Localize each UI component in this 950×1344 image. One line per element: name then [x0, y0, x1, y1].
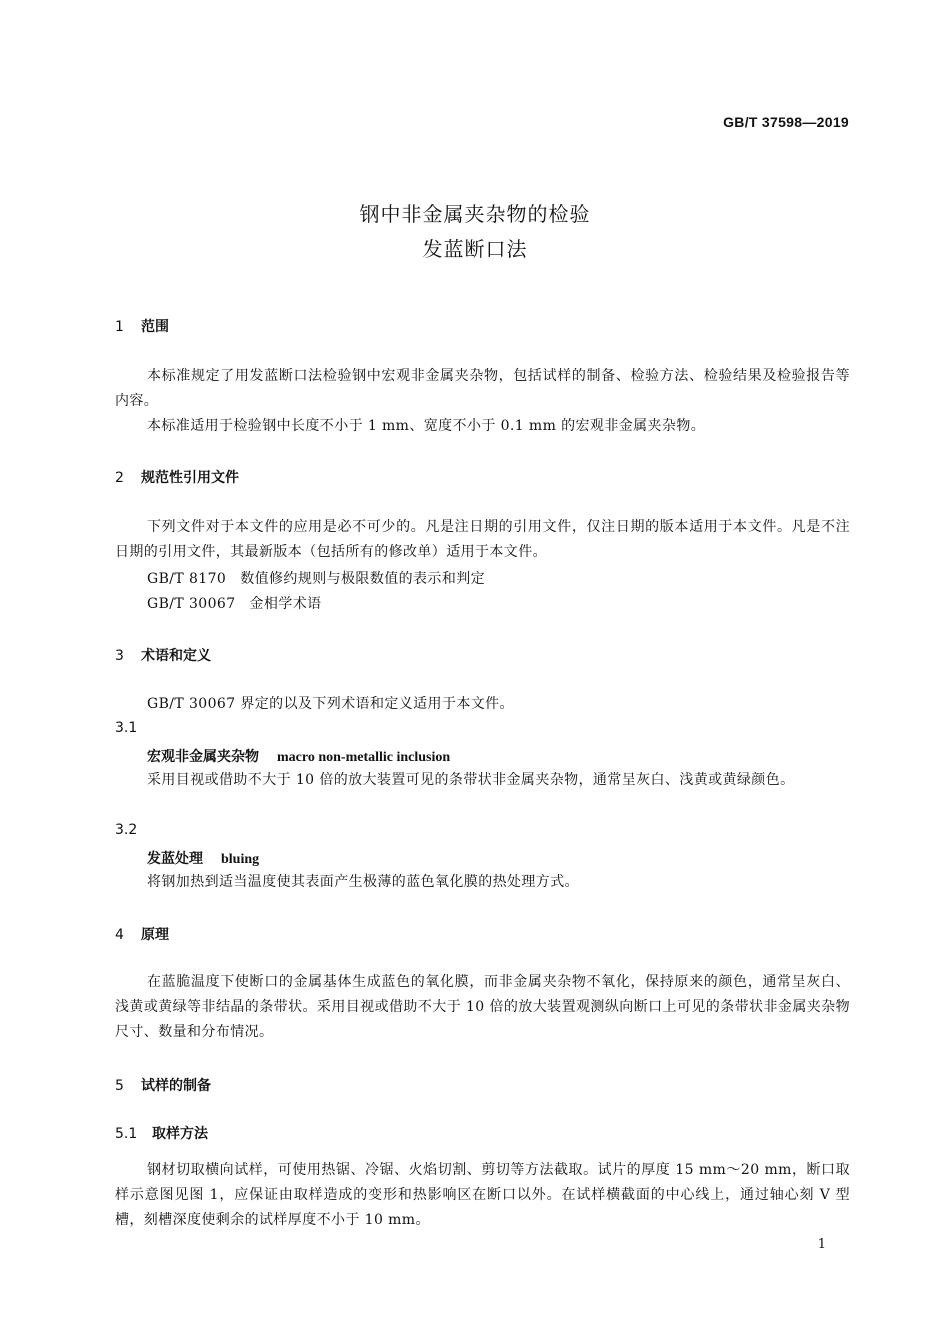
section-title: 原理: [141, 927, 169, 943]
subsection-number: 5.1: [115, 1126, 138, 1142]
section-4-paragraph-1: 在蓝脆温度下使断口的金属基体生成蓝色的氧化膜，而非金属夹杂物不氧化，保持原来的颜色，通常呈灰白、浅黄或黄绿等非结晶的条带状。采用目视或借助不大于 10 倍的放大装置观测纵向断口上可见的条带状非金属夹杂物尺寸、数量和分布情况。: [115, 974, 850, 1040]
term-3-2-definition: 将钢加热到适当温度使其表面产生极薄的蓝色氧化膜的热处理方式。: [147, 874, 579, 890]
section-number: 3: [115, 648, 124, 664]
section-1-paragraph-1: 本标准规定了用发蓝断口法检验钢中宏观非金属夹杂物，包括试样的制备、检验方法、检验结果及检验报告等内容。: [115, 368, 850, 409]
section-number: 5: [115, 1078, 124, 1094]
section-title: 范围: [141, 319, 169, 335]
reference-code: GB/T 8170: [147, 571, 227, 587]
subsection-title: 取样方法: [152, 1126, 208, 1142]
clause-3-2-number: 3.2: [115, 822, 138, 838]
section-2-paragraph-1: 下列文件对于本文件的应用是必不可少的。凡是注日期的引用文件，仅注日期的版本适用于本文件。凡是不注日期的引用文件，其最新版本（包括所有的修改单）适用于本文件。: [115, 519, 850, 560]
section-title: 规范性引用文件: [141, 470, 239, 486]
section-3-paragraph-1: GB/T 30067 界定的以及下列术语和定义适用于本文件。: [147, 696, 514, 712]
reference-title: 数值修约规则与极限数值的表示和判定: [240, 571, 486, 587]
subsection-5-1-heading: [115, 1123, 208, 1143]
section-4-heading: [115, 924, 169, 944]
normative-reference: [147, 593, 322, 613]
reference-code: GB/T 30067: [147, 596, 236, 612]
term-3-1-definition: 采用目视或借助不大于 10 倍的放大装置可见的条带状非金属夹杂物，通常呈灰白、浅黄或黄绿颜色。: [147, 772, 795, 788]
page-number: 1: [817, 1237, 826, 1252]
term-english: bluing: [221, 852, 260, 867]
section-3-heading: [115, 645, 211, 665]
reference-title: 金相学术语: [249, 596, 322, 612]
term-3-1: [147, 746, 450, 766]
section-2-heading: [115, 467, 239, 487]
section-number: 2: [115, 470, 124, 486]
section-number: 4: [115, 927, 124, 943]
section-title: 术语和定义: [141, 648, 211, 664]
section-5-heading: [115, 1075, 211, 1095]
document-title-line2: 发蓝断口法: [422, 237, 528, 261]
standard-number: GB/T 37598—2019: [723, 114, 849, 130]
section-1-heading: [115, 316, 169, 336]
section-number: 1: [115, 319, 124, 335]
normative-reference: [147, 568, 485, 588]
clause-3-1-number: 3.1: [115, 720, 138, 736]
section-title: 试样的制备: [141, 1078, 211, 1094]
term-chinese: 宏观非金属夹杂物: [147, 749, 259, 765]
term-chinese: 发蓝处理: [147, 851, 203, 867]
section-1-paragraph-2: 本标准适用于检验钢中长度不小于 1 mm、宽度不小于 0.1 mm 的宏观非金属夹杂物。: [147, 418, 706, 434]
term-3-2: [147, 848, 259, 868]
subsection-5-1-paragraph-1: 钢材切取横向试样，可使用热锯、冷锯、火焰切割、剪切等方法截取。试片的厚度 15 mm～20 mm，断口取样示意图见图 1，应保证由取样造成的变形和热影响区在断口以外。在试样横截面的中心线上，通过轴心刻 V 型槽，刻槽深度使剩余的试样厚度不小于 10 mm。: [115, 1162, 850, 1228]
document-title-line1: 钢中非金属夹杂物的检验: [359, 202, 591, 226]
term-english: macro non-metallic inclusion: [277, 750, 451, 765]
